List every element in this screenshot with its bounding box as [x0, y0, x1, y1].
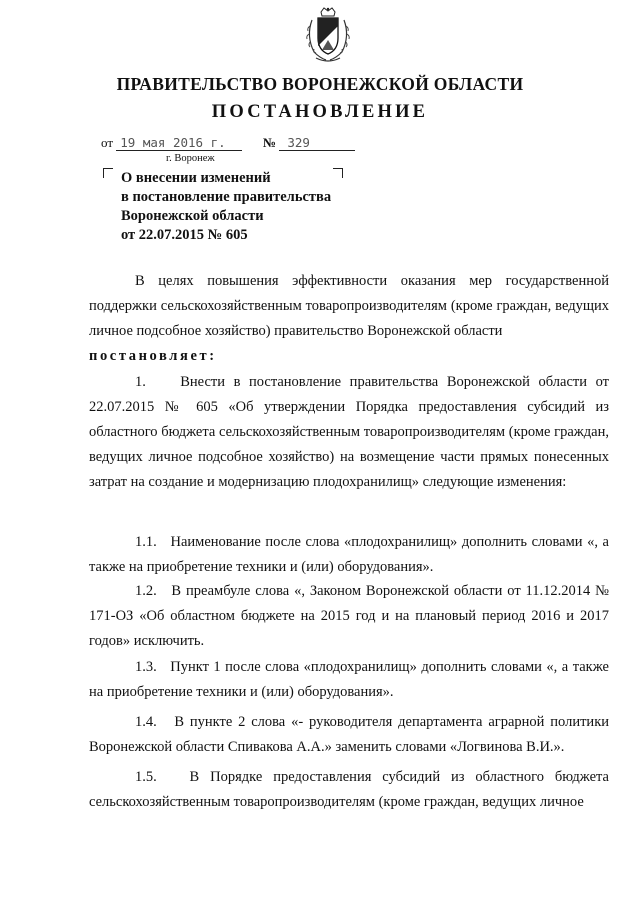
item-text: 1.4. В пункте 2 слова «- руководителя департамента аграрной политики Воронежской области Спивакова А.А.» заменить словами «Логвинова В.И.».	[89, 714, 609, 755]
coat-of-arms-emblem	[302, 6, 354, 64]
item-1-2	[89, 579, 609, 654]
subject-line: от 22.07.2015 № 605	[121, 227, 248, 243]
document-date: 19 мая 2016 г.	[120, 135, 226, 150]
item-1-3	[89, 655, 609, 705]
document-number: 329	[287, 135, 310, 150]
document-subject	[121, 169, 361, 245]
from-label: от	[101, 135, 114, 150]
item-1-5	[89, 765, 609, 815]
number-field	[263, 135, 355, 151]
government-title: ПРАВИТЕЛЬСТВО ВОРОНЕЖСКОЙ ОБЛАСТИ	[116, 74, 524, 94]
date-field	[101, 135, 242, 151]
preamble	[89, 269, 609, 369]
item-text: 1.2. В преамбуле слова «, Законом Воронежской области от 11.12.2014 № 171-ОЗ «Об областном бюджете на 2015 год и на плановый период 2016 и 2017 годов» исключить.	[89, 583, 609, 649]
number-label: №	[263, 135, 277, 150]
item-text: 1. Внести в постановление правительства Воронежской области от 22.07.2015 № 605 «Об утверждении Порядка предоставления субсидий из областного бюджета сельскохозяйственным товаропроизводителям (кроме граждан, ведущих личное подсобное хозяйство) на возмещение части прямых понесенных затрат на создание и модернизацию плодохранилищ» следующие изменения:	[89, 374, 609, 490]
document-kind-title: ПОСТАНОВЛЕНИЕ	[211, 102, 429, 122]
city-label: г. Воронеж	[166, 153, 215, 164]
subject-line: в постановление правительства	[121, 189, 332, 205]
item-1	[89, 370, 609, 495]
item-text: 1.3. Пункт 1 после слова «плодохранилищ» дополнить словами «, а также на приобретение техники и (или) оборудования».	[89, 659, 609, 700]
item-text: 1.1. Наименование после слова «плодохранилищ» дополнить словами «, а также на приобретение техники и (или) оборудования».	[89, 534, 609, 575]
subject-bracket-left	[103, 168, 113, 178]
item-text: 1.5. В Порядке предоставления субсидий из областного бюджета сельскохозяйственным товаропроизводителям (кроме граждан, ведущих личное	[89, 769, 609, 810]
resolves-word: постановляет:	[89, 348, 217, 364]
subject-line: Воронежской области	[121, 208, 264, 224]
subject-line: О внесении изменений	[121, 170, 271, 186]
item-1-1	[89, 530, 609, 580]
item-1-4	[89, 710, 609, 760]
preamble-text: В целях повышения эффективности оказания мер государственной поддержки сельскохозяйственным товаропроизводителям (кроме граждан, ведущих личное подсобное хозяйство) правительство Воронежской области	[89, 273, 609, 339]
